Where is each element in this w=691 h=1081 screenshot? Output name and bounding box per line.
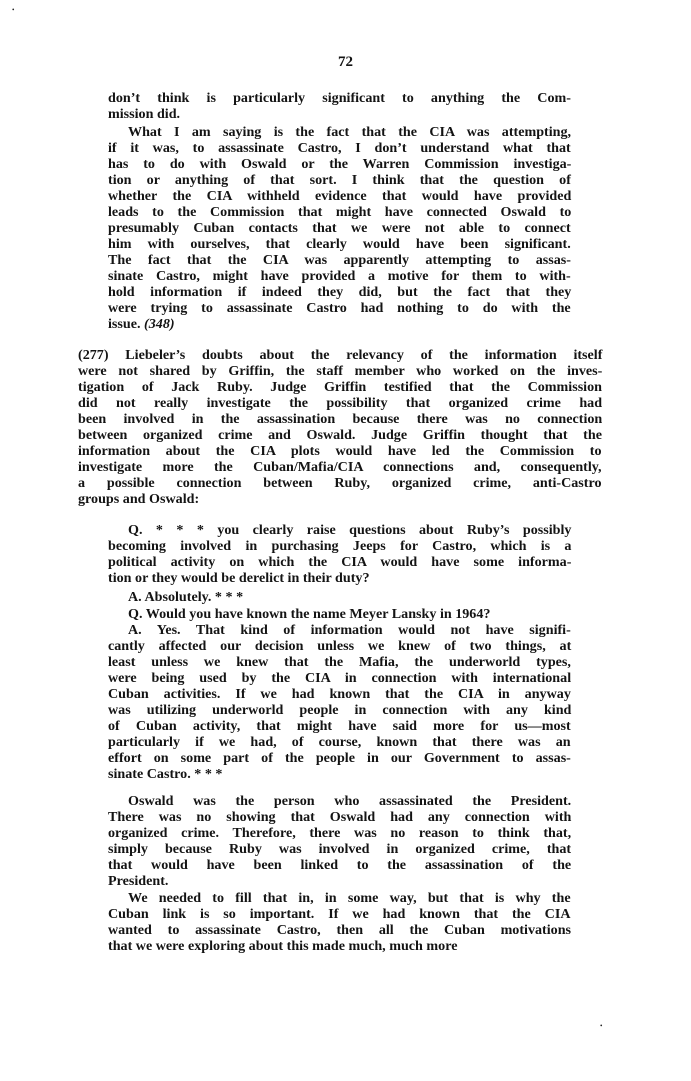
text-line: him with ourselves, that clearly would have been significant.	[108, 236, 571, 252]
text-line: least unless we knew that the Mafia, the underworld types,	[108, 654, 571, 670]
text-line: did not really investigate the possibility that organized crime had	[78, 395, 603, 411]
text-line: (277) Liebeler’s doubts about the relevancy of the information itself	[78, 347, 603, 363]
text-line: hold information if indeed they did, but the fact that they	[108, 284, 572, 300]
text-line: that we were exploring about this made much, much more	[108, 938, 458, 954]
text-line: leads to the Commission that might have connected Oswald to	[108, 204, 572, 220]
text-line: sinate Castro, might have provided a motive for them to with-	[108, 268, 571, 284]
text-line: tion or anything of that sort. I think that the question of	[108, 172, 571, 188]
page-number: 72	[338, 54, 353, 70]
text-line: were being used by the CIA in connection with international	[108, 670, 572, 686]
text-line: between organized crime and Oswald. Judge Griffin thought that the	[78, 427, 602, 443]
text-line: has to do with Oswald or the Warren Commission investiga-	[108, 156, 572, 172]
scan-speck: •	[12, 6, 15, 14]
text-line: Q. Would you have known the name Meyer Lansky in 1964?	[128, 606, 491, 622]
text-line: whether the CIA withheld evidence that would have provided	[108, 188, 572, 204]
text-line: was utilizing underworld people in connection with any kind	[108, 702, 572, 718]
text-line: were not shared by Griffin, the staff member who worked on the inves-	[78, 363, 603, 379]
text-line: We needed to fill that in, in some way, but that is why the	[128, 890, 571, 906]
text-line: don’t think is particularly significant to anything the Com-	[108, 90, 571, 106]
text-line: if it was, to assassinate Castro, I don’t understand what that	[108, 140, 571, 156]
text-line: simply because Ruby was involved in organized crime, that	[108, 841, 572, 857]
text-line: President.	[108, 873, 169, 889]
text-line: A. Yes. That kind of information would not have signifi-	[128, 622, 571, 638]
text-line: tigation of Jack Ruby. Judge Griffin testified that the Commission	[78, 379, 602, 395]
text-line: There was no showing that Oswald had any connection with	[108, 809, 572, 825]
text-line: sinate Castro. * * *	[108, 766, 223, 782]
text-line: investigate more the Cuban/Mafia/CIA connections and, consequently,	[78, 459, 602, 475]
text-line: tion or they would be derelict in their duty?	[108, 570, 370, 586]
text-line: cantly affected our decision unless we knew of two things, at	[108, 638, 572, 654]
text-line: been involved in the assassination because there was no connection	[78, 411, 603, 427]
text-line: A. Absolutely. * * *	[128, 589, 244, 605]
text-line: wanted to assassinate Castro, then all the Cuban motivations	[108, 922, 572, 938]
text-line: Cuban link is so important. If we had known that the CIA	[108, 906, 571, 922]
text-line	[108, 316, 175, 332]
text-line: mission did.	[108, 106, 181, 122]
text-line: of Cuban activity, that might have said more for us—most	[108, 718, 571, 734]
text-line: particularly if we had, of course, known that there was an	[108, 734, 571, 750]
text-line: political activity on which the CIA would have some informa-	[108, 554, 572, 570]
text-line: groups and Oswald:	[78, 491, 200, 507]
text-line: organized crime. Therefore, there was no reason to think that,	[108, 825, 572, 841]
text-line: becoming involved in purchasing Jeeps for Castro, which is a	[108, 538, 572, 554]
scan-speck: •	[600, 1022, 603, 1030]
text-line: information about the CIA plots would have led the Commission to	[78, 443, 602, 459]
text-line: Cuban activities. If we had known that the CIA in anyway	[108, 686, 571, 702]
text-line: a possible connection between Ruby, organized crime, anti-Castro	[78, 475, 602, 491]
text-line: Oswald was the person who assassinated the President.	[128, 793, 572, 809]
text-line: The fact that the CIA was apparently attempting to assas-	[108, 252, 571, 268]
text-line: What I am saying is the fact that the CIA was attempting,	[128, 124, 572, 140]
text-line: that would have been linked to the assassination of the	[108, 857, 572, 873]
footnote-reference: (348)	[144, 316, 175, 332]
text-line: presumably Cuban contacts that we were not able to connect	[108, 220, 571, 236]
paragraph-tail: issue.	[108, 316, 141, 332]
text-line: Q. * * * you clearly raise questions about Ruby’s possibly	[128, 522, 572, 538]
text-line: effort on some part of the people in our Government to assas-	[108, 750, 571, 766]
text-line: were trying to assassinate Castro had nothing to do with the	[108, 300, 571, 316]
